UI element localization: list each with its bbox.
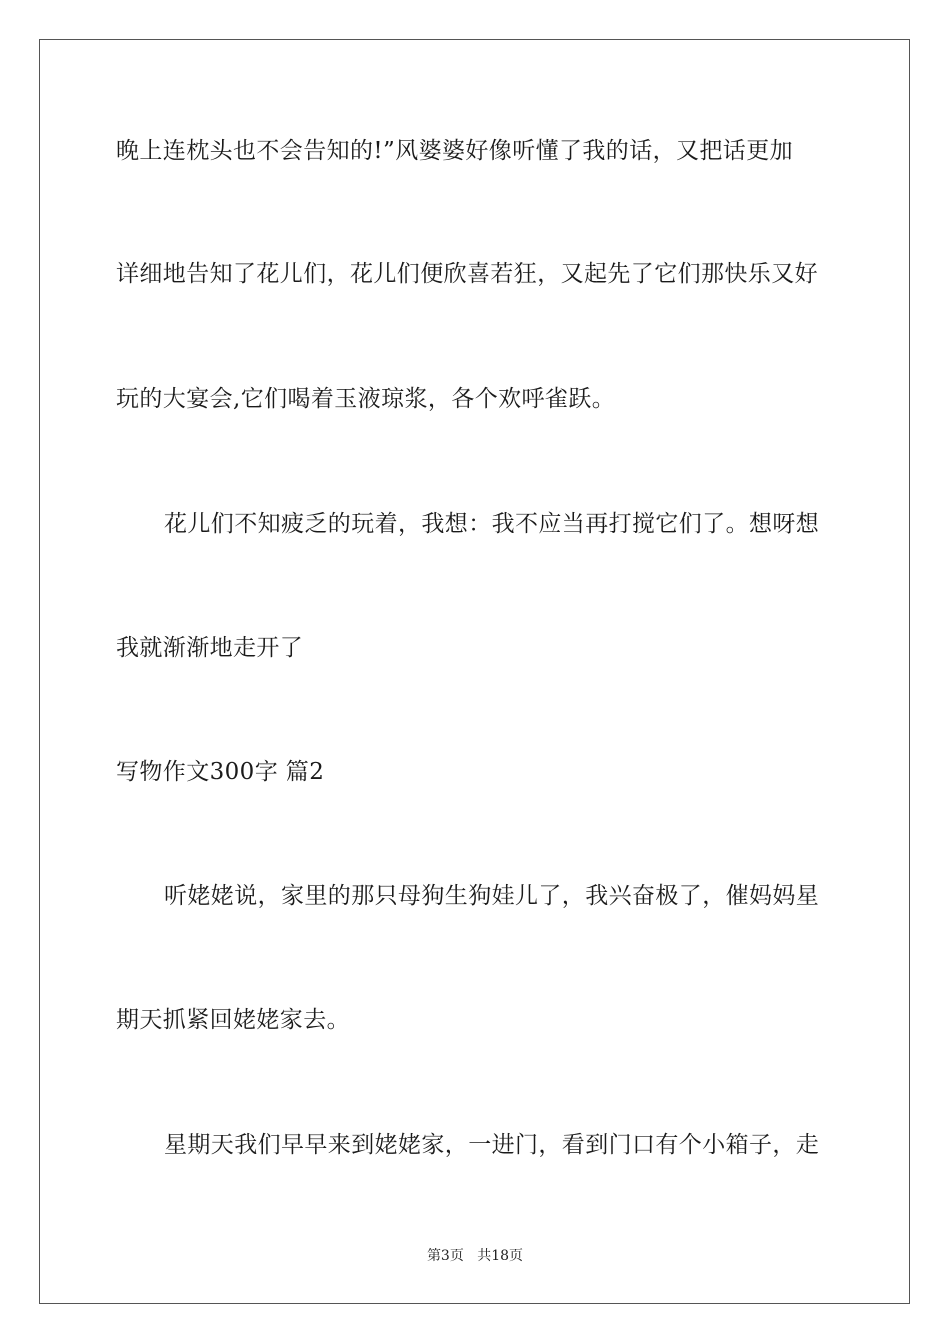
paragraph-line-4: 花儿们不知疲乏的玩着，我想：我不应当再打搅它们了。想呀想	[164, 511, 820, 537]
paragraph-line-5: 我就渐渐地走开了	[116, 635, 304, 661]
paragraph-line-6: 听姥姥说，家里的那只母狗生狗娃儿了，我兴奋极了，催妈妈星	[164, 883, 820, 909]
paragraph-line-1: 晚上连枕头也不会告知的!”风婆婆好像听懂了我的话，又把话更加	[116, 138, 794, 164]
paragraph-line-7: 期天抓紧回姥姥家去。	[116, 1007, 350, 1033]
paragraph-line-8: 星期天我们早早来到姥姥家，一进门，看到门口有个小箱子，走	[164, 1132, 820, 1158]
page-total: 共18页	[477, 1248, 524, 1264]
section-heading: 写物作文300字 篇2	[116, 759, 325, 785]
paragraph-line-3: 玩的大宴会,它们喝着玉液琼浆，各个欢呼雀跃。	[116, 386, 616, 412]
page-number: 第3页	[426, 1248, 464, 1264]
page-footer	[0, 1246, 950, 1266]
paragraph-line-2: 详细地告知了花儿们，花儿们便欣喜若狂，又起先了它们那快乐又好	[116, 261, 818, 287]
page-border	[39, 39, 910, 1304]
